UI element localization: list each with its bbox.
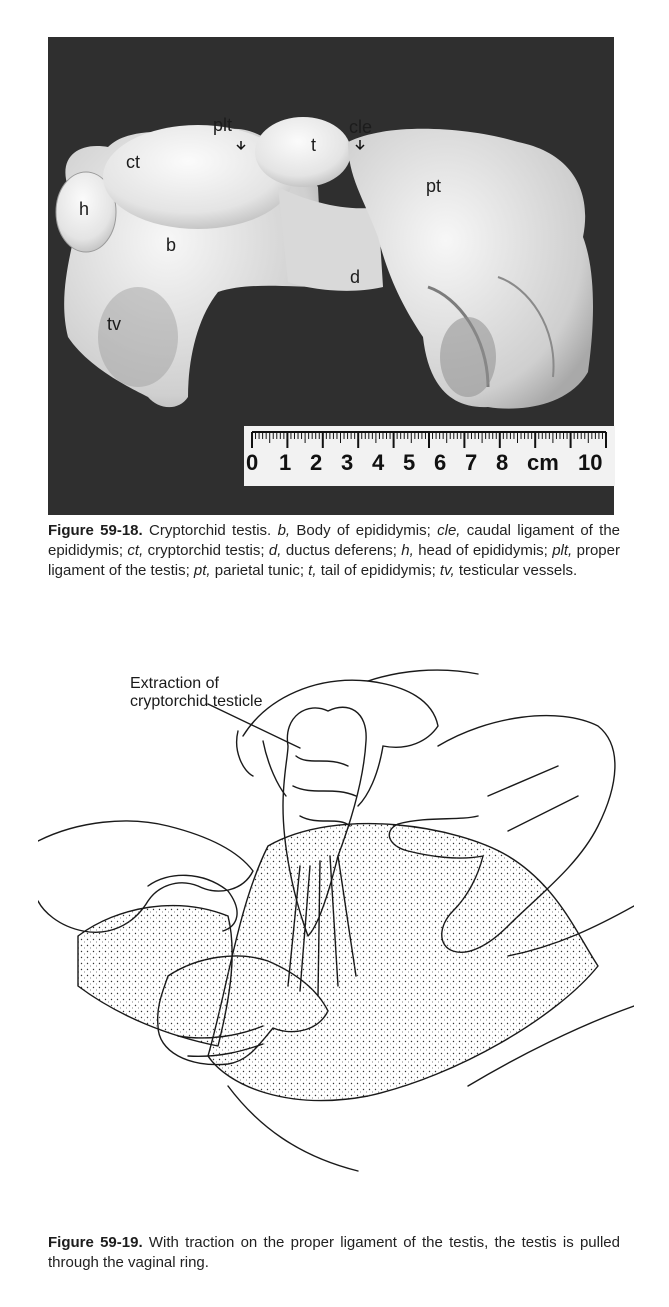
figure-title: Cryptorchid testis.	[149, 522, 272, 539]
term-def: parietal tunic;	[214, 562, 304, 579]
measurement-ruler	[244, 426, 615, 486]
label-ct: ct	[126, 152, 141, 172]
figure-text: With traction on the proper ligament of the testis, the testis is pulled through the vaginal ring.	[48, 1234, 620, 1271]
term-abbr: tv,	[439, 562, 455, 579]
vessel-shadow-shape	[98, 287, 178, 387]
skin-flap-shape	[78, 906, 232, 1046]
term-abbr: pt,	[193, 562, 211, 579]
extraction-callout	[130, 675, 263, 711]
callout-line: cryptorchid testicle	[130, 693, 263, 710]
patient-body-shape	[208, 824, 598, 1101]
term-abbr: d,	[268, 542, 282, 559]
tunic-shadow-shape	[440, 317, 496, 397]
ruler-number: 7	[465, 450, 478, 475]
term-abbr: ct,	[127, 542, 144, 559]
label-t: t	[311, 135, 317, 155]
ruler-number: 4	[372, 450, 385, 475]
term-abbr: b,	[277, 522, 291, 539]
label-pt: pt	[426, 176, 442, 196]
term-def: tail of epididymis;	[320, 562, 436, 579]
ruler-number: 2	[310, 450, 323, 475]
specimen-photograph	[48, 37, 614, 515]
term-abbr: t,	[308, 562, 317, 579]
label-h: h	[79, 199, 90, 219]
upper-arm-shape	[368, 670, 478, 681]
ruler-number: 5	[403, 450, 416, 475]
ruler-number: 10	[578, 450, 603, 475]
right-finger-lines	[488, 766, 578, 831]
term-abbr: cle,	[437, 522, 461, 539]
term-def: caudal ligament of the epididymis;	[48, 522, 621, 559]
figure-number: Figure 59-19.	[48, 1234, 143, 1251]
label-b: b	[166, 235, 177, 255]
ruler-number: 6	[434, 450, 447, 475]
term-abbr: h,	[401, 542, 414, 559]
ruler-ticks	[244, 426, 615, 486]
term-def: proper ligament of the testis;	[48, 542, 620, 579]
ruler-number: 1	[279, 450, 292, 475]
term-def: cryptorchid testis;	[147, 542, 265, 559]
tail-lobe-shape	[255, 117, 351, 187]
label-cle: cle	[349, 117, 373, 137]
figure-59-19-caption	[48, 1233, 620, 1273]
upper-hand-shape	[237, 680, 438, 806]
figure-59-18-caption	[48, 521, 620, 581]
ruler-number: 3	[341, 450, 354, 475]
testicle-detail	[293, 756, 356, 826]
ruler-unit: cm	[527, 450, 559, 475]
callout-line: Extraction of	[130, 675, 219, 692]
term-def: testicular vessels.	[458, 562, 578, 579]
term-def: Body of epididymis;	[296, 522, 431, 539]
surgical-illustration	[38, 656, 634, 1186]
label-d: d	[350, 267, 361, 287]
term-def: head of epididymis;	[418, 542, 548, 559]
label-plt: plt	[213, 115, 233, 135]
term-abbr: plt,	[552, 542, 573, 559]
ruler-number: 8	[496, 450, 509, 475]
surgical-drawing	[38, 656, 634, 1186]
label-tv: tv	[107, 314, 122, 334]
term-def: ductus deferens;	[285, 542, 397, 559]
ruler-number: 0	[246, 450, 259, 475]
figure-number: Figure 59-18.	[48, 522, 143, 539]
